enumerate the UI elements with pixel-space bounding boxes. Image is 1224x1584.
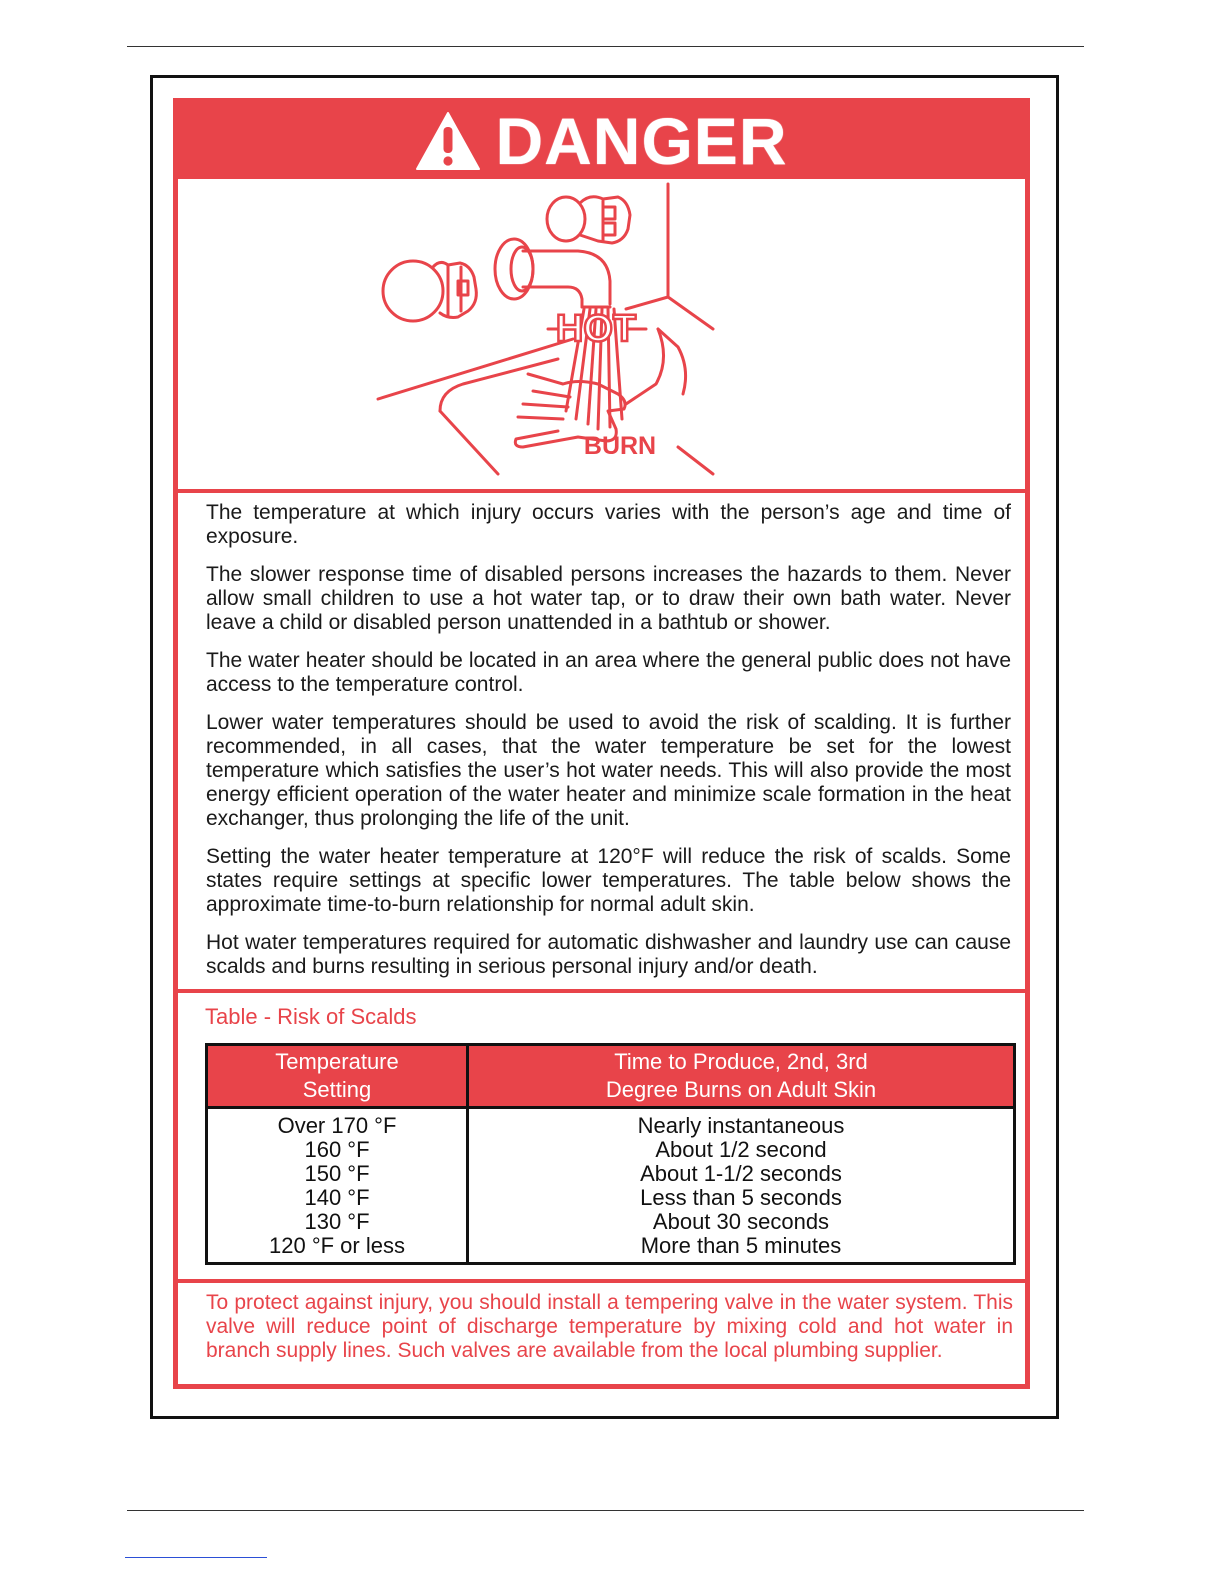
danger-label-frame xyxy=(150,75,1059,1419)
table-cell: 140 °F xyxy=(304,1185,370,1210)
warning-triangle-icon xyxy=(415,111,481,171)
table-cell: About 1-1/2 seconds xyxy=(640,1161,842,1186)
top-rule xyxy=(127,46,1084,47)
paragraph-injury-temperature: The temperature at which injury occurs varies with the person’s age and time of exposure. xyxy=(206,501,1011,548)
paragraph-location: The water heater should be located in an area where the general public does not have access to the temperature control. xyxy=(206,649,1011,696)
hot-label: HOT xyxy=(555,308,637,350)
header-line: Time to Produce, 2nd, 3rd xyxy=(614,1049,868,1074)
danger-heading: DANGER xyxy=(495,104,788,178)
scalds-table-section xyxy=(178,993,1025,1283)
table-cell: Over 170 °F xyxy=(277,1113,397,1138)
table-row xyxy=(207,1108,1015,1264)
burn-label: BURN xyxy=(583,432,657,460)
danger-label xyxy=(173,98,1030,1389)
table-cell: 120 °F or less xyxy=(269,1233,405,1258)
risk-of-scalds-table xyxy=(205,1043,1016,1265)
faucet-hand-icon xyxy=(178,179,1035,489)
header-line: Setting xyxy=(302,1077,372,1102)
table-cell: Less than 5 seconds xyxy=(640,1185,842,1210)
tempering-valve-note xyxy=(178,1283,1025,1363)
table-cell: 150 °F xyxy=(304,1161,370,1186)
table-cell: 160 °F xyxy=(304,1137,370,1162)
footer-text: To protect against injury, you should install a tempering valve in the water system. This valve will reduce point of discharge temperature by mixing cold and hot water in branch supply lines. Such valves are available from the local plumbing supplier. xyxy=(206,1291,1013,1362)
table-cell: About 1/2 second xyxy=(655,1137,827,1162)
table-title: Table - Risk of Scalds xyxy=(205,1004,417,1029)
header-temperature-setting xyxy=(207,1045,468,1108)
warning-text xyxy=(178,493,1025,993)
paragraph-disabled-persons: The slower response time of disabled persons increases the hazards to them. Never allow small children to use a hot water tap, or to draw their own bath water. Never leave a child or disabled person unattended in a bathtub or shower. xyxy=(206,563,1011,634)
table-cell: More than 5 minutes xyxy=(640,1233,842,1258)
header-line: Degree Burns on Adult Skin xyxy=(605,1077,877,1102)
paragraph-120f-setting: Setting the water heater temperature at 120°F will reduce the risk of scalds. Some states require settings at specific lower temperatures. The table below shows the approximate time-to-burn relationship for normal adult skin. xyxy=(206,845,1011,916)
temperature-column xyxy=(207,1108,468,1264)
bottom-rule xyxy=(127,1510,1084,1511)
header-line: Temperature xyxy=(275,1049,399,1074)
scald-illustration xyxy=(178,179,1025,493)
footer-link-underline[interactable] xyxy=(125,1557,267,1558)
header-time-to-burn xyxy=(468,1045,1015,1108)
table-cell: About 30 seconds xyxy=(652,1209,830,1234)
time-column xyxy=(468,1108,1015,1264)
table-cell: Nearly instantaneous xyxy=(637,1113,845,1138)
paragraph-lower-temperatures: Lower water temperatures should be used to avoid the risk of scalding. It is further recommended, in all cases, that the water temperature be set for the lowest temperature which satisfies the user’s hot water needs. This will also provide the most energy efficient operation of the water heater and minimize scale formation in the heat exchanger, thus prolonging the life of the unit. xyxy=(206,711,1011,830)
paragraph-dishwasher: Hot water temperatures required for automatic dishwasher and laundry use can cause scalds and burns resulting in serious personal injury and/or death. xyxy=(206,931,1011,978)
table-cell: 130 °F xyxy=(304,1209,370,1234)
danger-header xyxy=(178,103,1025,179)
